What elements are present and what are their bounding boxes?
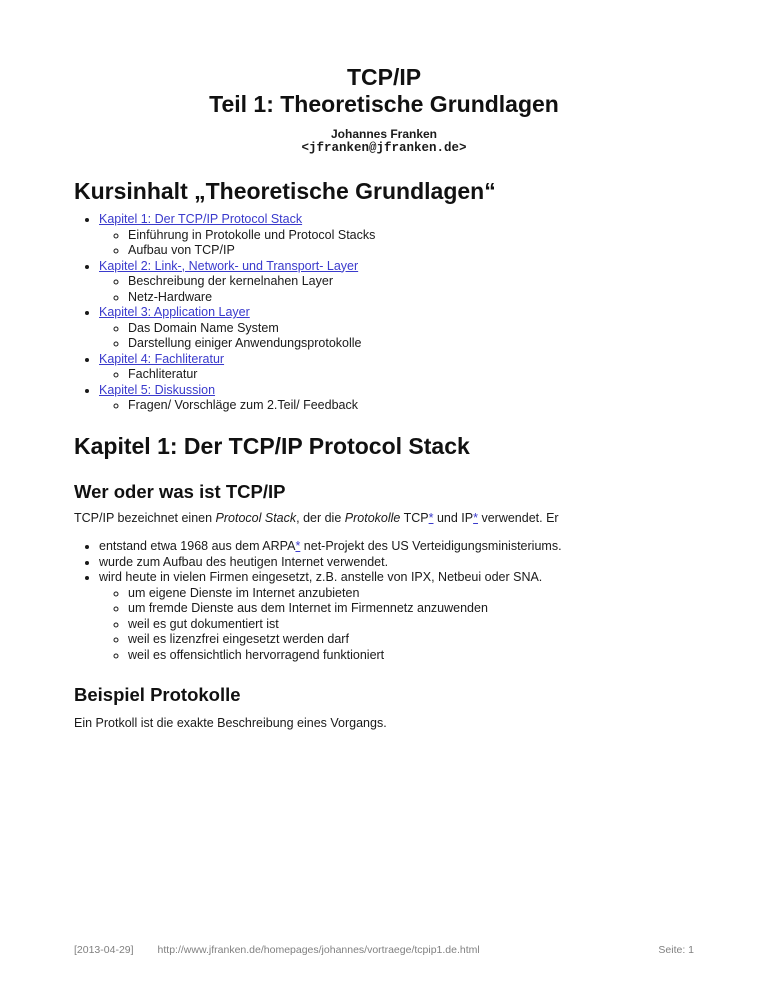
- toc-chapter-4: [99, 352, 694, 383]
- toc-subitem: ◦ Aufbau von TCP/IP: [128, 243, 694, 259]
- chapter1-heading: Kapitel 1: Der TCP/IP Protocol Stack: [74, 432, 470, 459]
- toc-heading: Kursinhalt „Theoretische Grundlagen“: [74, 178, 496, 204]
- toc-link-kapitel-5[interactable]: Kapitel 5: Diskussion: [99, 382, 216, 397]
- toc-link-kapitel-4[interactable]: Kapitel 4: Fachliteratur: [99, 351, 225, 366]
- author-email: <jfranken@jfranken.de>: [301, 141, 467, 155]
- intro-text: TCP/IP bezeichnet einen: [74, 510, 216, 525]
- toc-chapter-2: [99, 259, 694, 306]
- reason-item: ◦ um fremde Dienste aus dem Internet im Firmennetz anzuwenden: [128, 601, 694, 617]
- toc-subitem: ◦ Das Domain Name System: [128, 321, 694, 337]
- toc-subitem: ◦ Fachliteratur: [128, 367, 694, 383]
- intro-text: verwendet. Er: [477, 510, 559, 525]
- document-title: [74, 64, 694, 118]
- toc-chapter-3-subitems: [99, 321, 694, 352]
- intro-text: TCP: [400, 510, 429, 525]
- toc-chapter-5: [99, 383, 694, 414]
- reason-item: ◦ weil es lizenzfrei eingesetzt werden darf: [128, 632, 694, 648]
- toc-link-kapitel-3[interactable]: Kapitel 3: Application Layer: [99, 305, 250, 319]
- footer-page-number: Seite: 1: [658, 944, 694, 956]
- document-title-line1: TCP/IP: [346, 64, 422, 90]
- toc-link-kapitel-2[interactable]: Kapitel 2: Link-, Network- und Transport- Layer: [99, 258, 359, 273]
- reason-item: ◦ um eigene Dienste im Internet anzubieten: [128, 586, 694, 602]
- beispiel-paragraph: Ein Protkoll ist die exakte Beschreibung eines Vorgangs.: [74, 716, 387, 730]
- intro-italic-protocol-stack: Protocol Stack: [215, 510, 297, 525]
- footer-url: http://www.jfranken.de/homepages/johannes/vortraege/tcpip1.de.html: [157, 944, 480, 956]
- fact-text: net-Projekt des US Verteidigungsministeriums.: [300, 539, 562, 553]
- intro-text: und IP: [433, 510, 474, 525]
- intro-italic-protokolle: Protokolle: [344, 510, 401, 525]
- toc-chapter-1: [99, 212, 694, 259]
- toc-chapter-4-subitems: [99, 367, 694, 383]
- wer-intro-paragraph: [74, 511, 694, 527]
- toc-chapter-1-subitems: [99, 228, 694, 259]
- toc-subitem: ◦ Beschreibung der kernelnahen Layer: [128, 274, 694, 290]
- toc-subitem: ◦ Einführung in Protokolle und Protocol Stacks: [128, 228, 694, 244]
- section-beispiel-heading: Beispiel Protokolle: [74, 684, 241, 705]
- fact-item-firmen: [99, 570, 694, 663]
- toc-subitem: ◦ Darstellung einiger Anwendungsprotokolle: [128, 336, 694, 352]
- fact-item-aufbau: • wurde zum Aufbau des heutigen Internet verwendet.: [99, 555, 694, 571]
- fact-text: wird heute in vielen Firmen eingesetzt, z.B. anstelle von IPX, Netbeui oder SNA.: [99, 570, 543, 584]
- author-name: Johannes Franken: [330, 127, 438, 141]
- toc-list: [74, 212, 694, 414]
- tcpip-fact-list: [74, 539, 694, 663]
- toc-subitem: ◦ Netz-Hardware: [128, 290, 694, 306]
- ip-footnote-link[interactable]: *: [473, 510, 478, 525]
- reason-item: ◦ weil es offensichtlich hervorragend funktioniert: [128, 648, 694, 664]
- toc-chapter-5-subitems: [99, 398, 694, 414]
- footer-date: [2013-04-29]: [74, 944, 134, 956]
- intro-text: , der die: [296, 510, 345, 525]
- arpa-footnote-link[interactable]: *: [295, 539, 301, 553]
- toc-subitem: ◦ Fragen/ Vorschläge zum 2.Teil/ Feedback: [128, 398, 694, 414]
- section-wer-heading: Wer oder was ist TCP/IP: [74, 480, 286, 502]
- toc-chapter-2-subitems: [99, 274, 694, 305]
- toc-link-kapitel-1[interactable]: Kapitel 1: Der TCP/IP Protocol Stack: [99, 212, 303, 226]
- page-footer: [74, 944, 694, 957]
- tcp-footnote-link[interactable]: *: [428, 510, 434, 525]
- document-title-line2: Teil 1: Theoretische Grundlagen: [209, 91, 559, 117]
- toc-chapter-3: [99, 305, 694, 352]
- reason-item: ◦ weil es gut dokumentiert ist: [128, 617, 694, 633]
- fact-item-entstand: [99, 539, 694, 555]
- fact-text: entstand etwa 1968 aus dem ARPA: [99, 539, 296, 553]
- firmen-reason-list: [99, 586, 694, 664]
